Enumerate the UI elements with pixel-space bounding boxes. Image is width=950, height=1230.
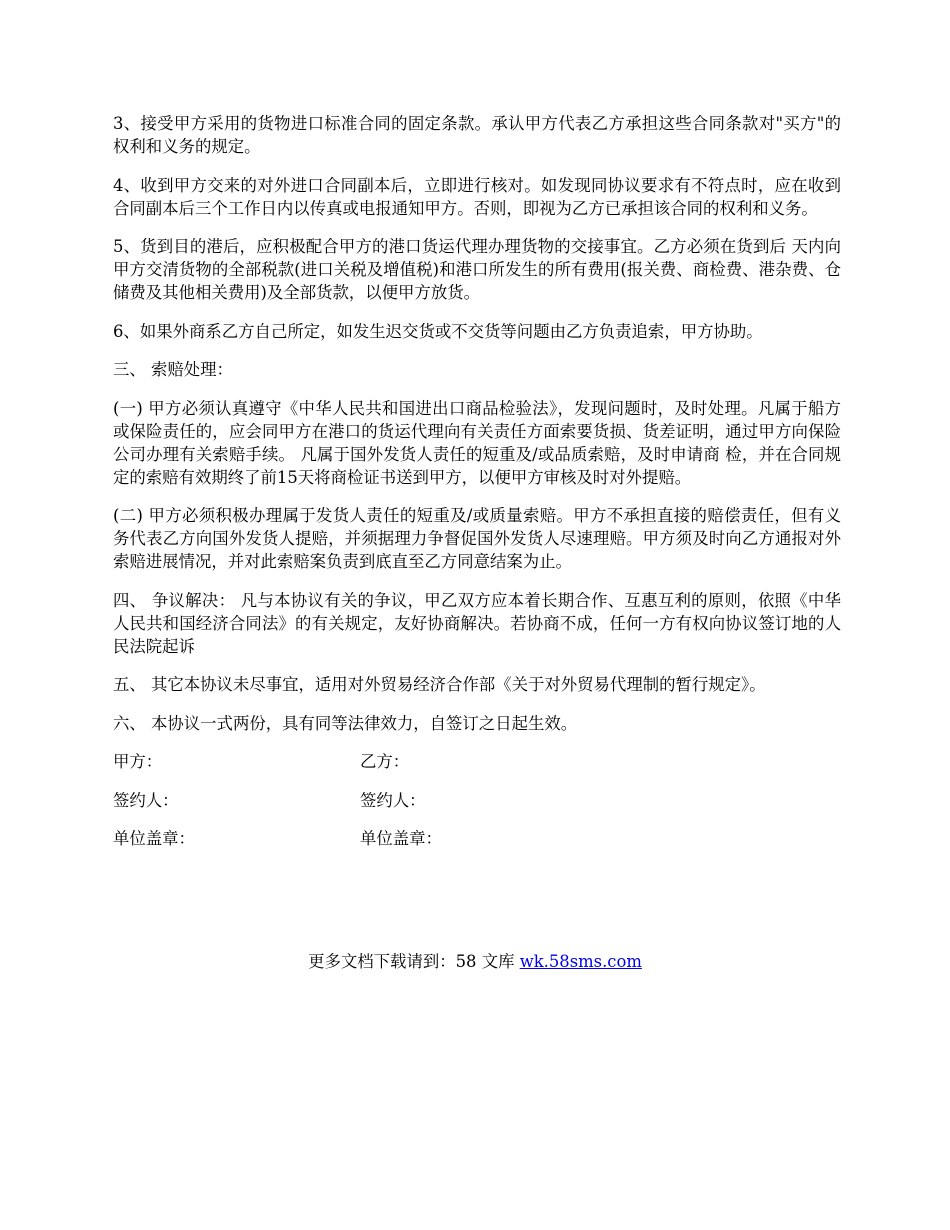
signature-seal-row xyxy=(113,827,841,850)
section-claims-heading: 三、 索赔处理： xyxy=(113,360,233,379)
clause-5: 5、货到目的港后，应积极配合甲方的港口货运代理办理货物的交接事宜。乙方必须在货到后 天内向甲方交清货物的全部税款(进口关税及增值税)和港口所发生的所有费用(报关费、商检费、港杂费、仓储费及其他相关费用)及全部货款，以便甲方放货。 xyxy=(113,237,841,302)
section-effectiveness: 六、 本协议一式两份，具有同等法律效力，自签订之日起生效。 xyxy=(113,713,578,733)
download-footer xyxy=(0,950,950,973)
clause-6: 6、如果外商系乙方自己所定，如发生迟交货或不交货等问题由乙方负责追索，甲方协助。 xyxy=(113,321,763,341)
section-other-matters: 五、 其它本协议未尽事宜，适用对外贸易经济合作部《关于对外贸易代理制的暂行规定》。 xyxy=(113,675,766,694)
party-a-label: 甲方： xyxy=(113,752,163,771)
party-b-label: 乙方： xyxy=(360,752,410,771)
clause-3: 3、接受甲方采用的货物进口标准合同的固定条款。承认甲方代表乙方承担这些合同条款对"买方"的权利和义务的规定。 xyxy=(113,114,841,156)
seal-b-label: 单位盖章： xyxy=(360,829,442,848)
signer-a-label: 签约人： xyxy=(113,790,179,810)
footer-link[interactable]: wk.58sms.com xyxy=(519,952,642,971)
clause-4: 4、收到甲方交来的对外进口合同副本后，立即进行核对。如发现同协议要求有不符点时，应在收到合同副本后三个工作日内以传真或电报通知甲方。否则，即视为乙方已承担该合同的权利和义务。 xyxy=(113,175,841,218)
footer-prefix: 更多文档下载请到：58 文库 xyxy=(308,952,520,971)
section-dispute-resolution: 四、 争议解决： 凡与本协议有关的争议，甲乙双方应本着长期合作、互惠互利的原则，依照《中华人民共和国经济合同法》的有关规定，友好协商解决。若协商不成，任何一方有权向协议签订地的人民法院起诉 xyxy=(113,590,841,656)
document-body xyxy=(113,112,841,866)
claims-item-2: (二) 甲方必须积极办理属于发货人责任的短重及/或质量索赔。甲方不承担直接的赔偿责任，但有义务代表乙方向国外发货人提赔，并须据理力争督促国外发货人尽速理赔。甲方须及时向乙方通报对外索赔进展情况，并对此索赔案负责到底直至乙方同意结案为止。 xyxy=(113,506,841,571)
signer-b-label: 签约人： xyxy=(360,790,426,810)
claims-item-1: (一) 甲方必须认真遵守《中华人民共和国进出口商品检验法》，发现问题时，及时处理。凡属于船方或保险责任的，应会同甲方在港口的货运代理向有关责任方面索要货损、货差证明，通过甲方向保险公司办理有关索赔手续。 凡属于国外发货人责任的短重及/或品质索赔，及时申请商 检，并在合同规定的索赔有效期终了前15天将商检证书送到甲方，以便甲方审核及时对外提赔。 xyxy=(113,398,841,487)
signature-signer-row xyxy=(113,789,841,812)
seal-a-label: 单位盖章： xyxy=(113,829,195,848)
signature-party-row xyxy=(113,750,841,773)
